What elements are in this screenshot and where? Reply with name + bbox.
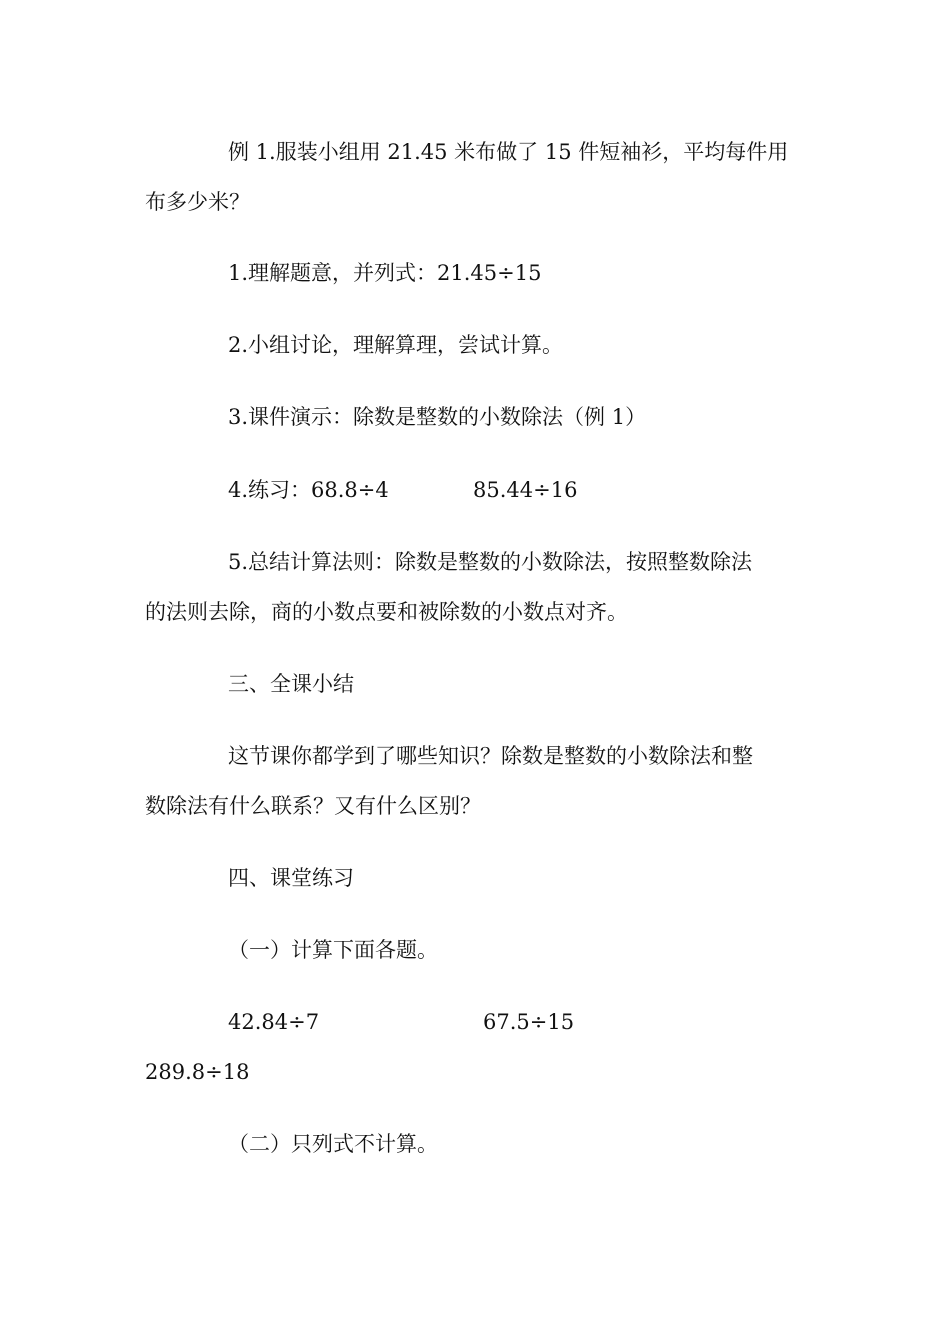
step-4-extra: 85.44÷16 (473, 478, 578, 502)
problem-2: 67.5÷15 (483, 1010, 575, 1034)
step-2: 2.小组讨论，理解算理，尝试计算。 (228, 333, 564, 357)
example-line-1: 例 1.服装小组用 21.45 米布做了 15 件短袖衫，平均每件用 (228, 140, 789, 164)
section-3-heading: 三、全课小结 (228, 672, 354, 696)
step-3: 3.课件演示：除数是整数的小数除法（例 1） (228, 405, 647, 429)
step-1: 1.理解题意，并列式：21.45÷15 (228, 261, 542, 285)
problem-3: 289.8÷18 (145, 1060, 250, 1084)
problem-1: 42.84÷7 (228, 1010, 320, 1034)
part-1-heading: （一）计算下面各题。 (228, 938, 438, 962)
step-4-label: 4.练习：68.8÷4 (228, 478, 389, 502)
section-4-heading: 四、课堂练习 (228, 866, 354, 890)
part-2-heading: （二）只列式不计算。 (228, 1132, 438, 1156)
step-5-line-1: 5.总结计算法则：除数是整数的小数除法，按照整数除法 (228, 550, 753, 574)
step-5-line-2: 的法则去除，商的小数点要和被除数的小数点对齐。 (145, 600, 628, 624)
section-3-para-line-1: 这节课你都学到了哪些知识？除数是整数的小数除法和整 (228, 744, 753, 768)
example-line-2: 布多少米？ (145, 190, 250, 214)
section-3-para-line-2: 数除法有什么联系？又有什么区别？ (145, 794, 481, 818)
